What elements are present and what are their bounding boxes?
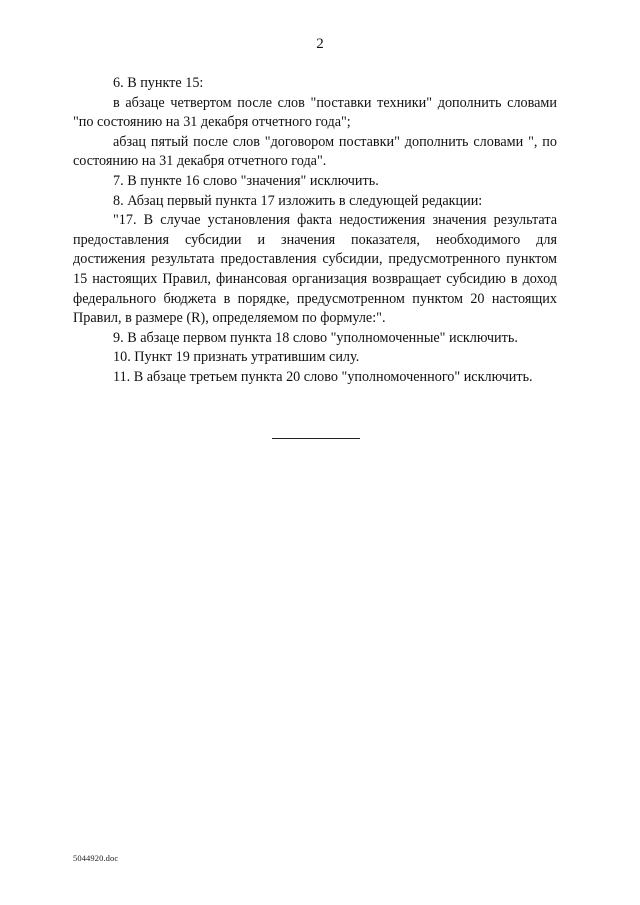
document-body	[73, 74, 557, 388]
paragraph-abzac-4: в абзаце четвертом после слов "поставки техники" дополнить словами "по состоянию на 31 декабря отчетного года";	[73, 94, 557, 131]
paragraph-item-10: 10. Пункт 19 признать утратившим силу.	[113, 349, 360, 366]
page-number: 2	[316, 36, 324, 52]
paragraph-item-9: 9. В абзаце первом пункта 18 слово "уполномоченные" исключить.	[113, 329, 518, 346]
footer-doc-id: 5044920.doc	[73, 853, 119, 863]
paragraph-abzac-5: абзац пятый после слов "договором поставки" дополнить словами ", по состоянию на 31 декабря отчетного года".	[73, 133, 557, 170]
end-separator-line	[272, 438, 360, 439]
paragraph-item-7: 7. В пункте 16 слово "значения" исключить.	[113, 172, 379, 189]
paragraph-item-8: 8. Абзац первый пункта 17 изложить в следующей редакции:	[113, 192, 483, 209]
paragraph-item-6: 6. В пункте 15:	[113, 75, 204, 91]
paragraph-item-17-quote: "17. В случае установления факта недостижения значения результата предоставления субсидии и значения показателя, необходимого для достижения результата предоставления субсидии, предусмотренного пунктом 15 настоящих Правил, финансовая организация возвращает субсидию в доход федерального бюджета в порядке, предусмотренном пунктом 20 настоящих Правил, в размере (R), определяемом по формуле:".	[73, 212, 557, 327]
paragraph-item-11: 11. В абзаце третьем пункта 20 слово "уполномоченного" исключить.	[113, 368, 533, 385]
